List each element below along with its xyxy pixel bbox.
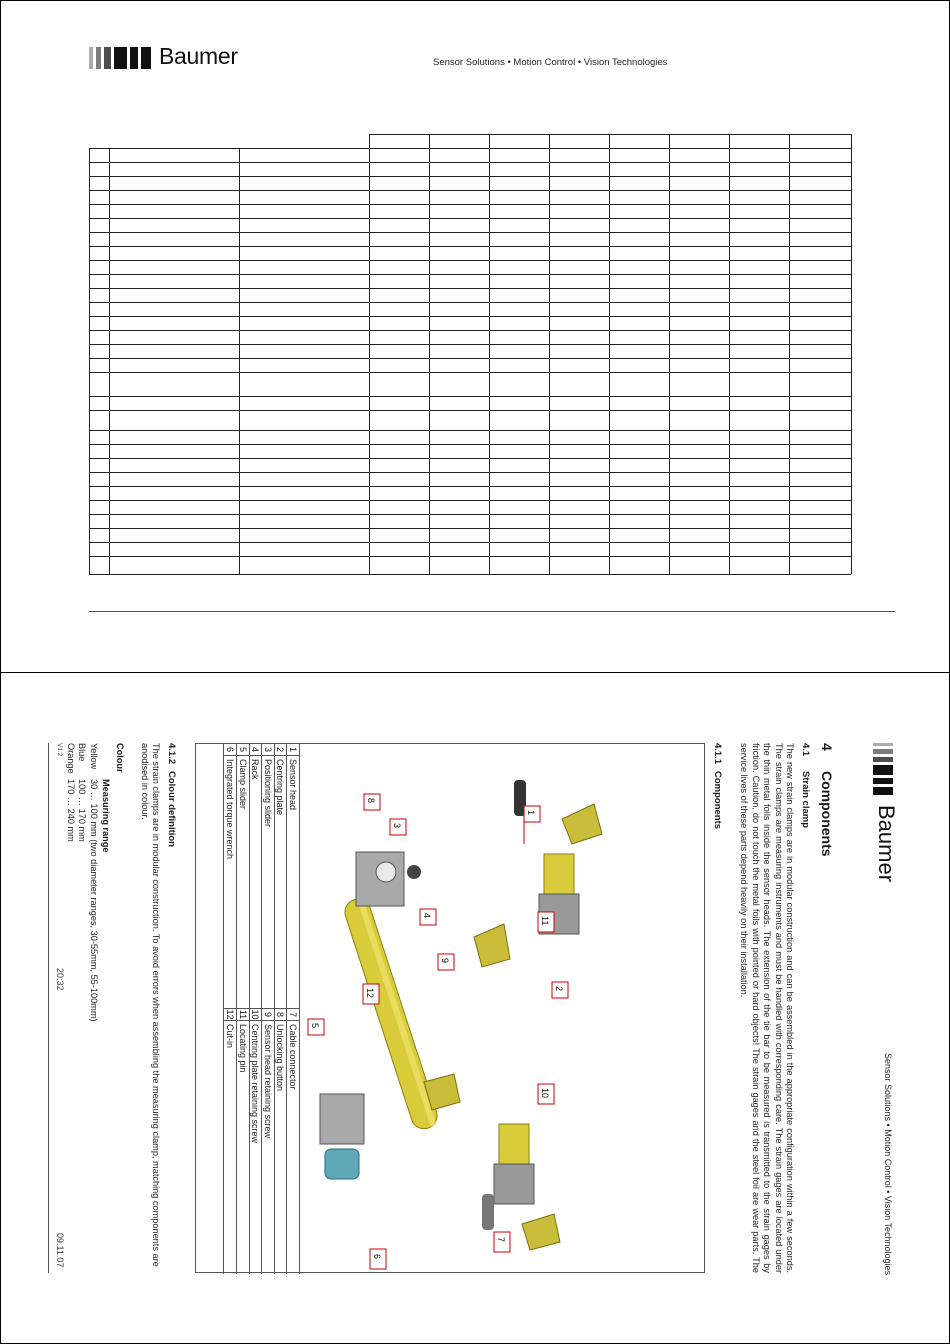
grid-row-line [89, 500, 851, 501]
grid-row-line [89, 288, 851, 289]
legend-number: 9 [262, 1009, 274, 1021]
grid-row-line [89, 176, 851, 177]
colour-name: Yellow [89, 743, 99, 770]
grid-column-line [489, 134, 490, 574]
colour-range: 30 … 100 mm (two diameter ranges, 30-55mm, 55-100mm) [89, 779, 99, 1022]
legend-row [261, 744, 274, 1274]
grid-row-line [89, 396, 851, 397]
footer-version: V1.2 [56, 743, 63, 757]
subsection-heading [800, 743, 811, 828]
clamp-slider-part [320, 1094, 364, 1179]
grid-row-line [89, 190, 851, 191]
legend-label: Centring plate retaining screw [250, 1024, 261, 1144]
grid-row-line [89, 528, 851, 529]
grid-row-line [89, 344, 851, 345]
legend-number: 2 [275, 744, 287, 756]
intro-paragraph: The new strain clamps are in modular construction and can be assembled in the appropriate configuration within a few seconds. The strain clamps are measuring instruments and must be handled with corresponding care. The strain gages are located under the thin metal foils inside the sensor heads. The extension of the tie bar to be measured is transmitted to the strain gages by friction. Caution, do not touch the metal foils with pointed or hard objects! The strain gages and the steel foil are wear parts. The service lives of these parts depend heavily on their installation. [739, 743, 795, 1273]
grid-row-line [89, 556, 851, 557]
grid-row-line [89, 204, 851, 205]
legend-label: Centring plate [275, 756, 287, 1009]
grid-row-line [89, 330, 851, 331]
range-column-head: Measuring range [101, 779, 111, 853]
footer-rule [89, 611, 895, 612]
legend-label: Unlocking button [275, 1024, 286, 1092]
legend-label: Positioning slider [262, 756, 274, 1009]
legend-row [249, 744, 262, 1274]
colour-range: 170 … 240 mm [66, 779, 76, 842]
legend-label: Cut-in [225, 1024, 236, 1049]
grid-row-line [89, 260, 851, 261]
subsection-title: Strain clamp [800, 771, 811, 829]
footer-rule [48, 743, 49, 1273]
legend-label: Integrated torque wrench [224, 756, 236, 1009]
grid-row-line [89, 574, 851, 575]
components-number: 4.1.1 [712, 743, 723, 765]
callout-12-label: 12 [365, 988, 375, 999]
grid-row-line [89, 218, 851, 219]
colour-name: Orange [66, 743, 76, 774]
legend-number: 1 [287, 744, 299, 756]
grid-row-line [89, 444, 851, 445]
tagline: Sensor Solutions • Motion Control • Vision Technologies [883, 1053, 893, 1276]
legend-number: 10 [250, 1009, 261, 1020]
bottom-page [0, 672, 950, 1344]
callout-2-label: 2 [554, 986, 564, 992]
legend-label: Clamp slider [237, 756, 249, 1009]
legend-number: 4 [250, 744, 262, 756]
legend-row [286, 744, 299, 1274]
callout-4-label: 4 [422, 913, 432, 919]
grid-column-line [851, 134, 852, 574]
section-number: 4 [819, 743, 835, 751]
grid-column-line [669, 134, 670, 574]
tagline: Sensor Solutions • Motion Control • Vision Technologies [433, 57, 668, 68]
grid-row-line [89, 232, 851, 233]
callout-9-label: 9 [440, 958, 450, 964]
legend-label: Sensor head retaining screw [262, 1024, 273, 1139]
legend-row [223, 744, 236, 1274]
callout-10-label: 10 [540, 1088, 550, 1099]
footer-time: 20:32 [55, 968, 65, 991]
callout-1-label: 1 [526, 810, 536, 816]
subsection-number: 4.1 [800, 743, 811, 757]
grid-row-line [89, 358, 851, 359]
rotated-page-content [0, 743, 901, 1293]
callout-6-label: 6 [372, 1254, 382, 1260]
legend-number: 12 [225, 1009, 236, 1020]
legend-number: 8 [275, 1009, 287, 1021]
callout-11-label: 11 [540, 916, 550, 926]
grid-row-line [89, 162, 851, 163]
grid-column-line [549, 134, 550, 574]
brand-name: Baumer [874, 805, 899, 883]
grid-column-line [239, 148, 240, 574]
sensor-head-2-part [494, 1124, 534, 1204]
positioning-slider-part [356, 852, 421, 906]
callout-7-label: 7 [496, 1237, 506, 1243]
legend-number: 3 [262, 744, 274, 756]
grid-row-line [369, 134, 851, 135]
colour-heading [166, 743, 177, 847]
colour-paragraph: The strain clamps are in modular construction. To avoid errors when assembling the measuring clamp, matching components are anodised in colour. [139, 743, 161, 1267]
legend-row [236, 744, 249, 1274]
grid-row-line [89, 410, 851, 411]
components-title: Components [712, 771, 723, 830]
callout-5-label: 5 [310, 1023, 320, 1029]
grid-row-line [89, 486, 851, 487]
grid-row-line [89, 246, 851, 247]
grid-row-line [89, 372, 851, 373]
grid-column-line [89, 148, 90, 574]
grid-row-line [89, 316, 851, 317]
legend-label: Rack [250, 756, 262, 1009]
grid-row-line [89, 542, 851, 543]
grid-row-line [89, 472, 851, 473]
empty-table-grid [89, 134, 851, 574]
grid-column-line [729, 134, 730, 574]
legend-number: 6 [224, 744, 236, 756]
colour-section-number: 4.1.2 [166, 743, 177, 765]
section-title: Components [819, 771, 835, 857]
legend-number: 11 [237, 1009, 248, 1020]
colour-section-title: Colour definition [166, 771, 177, 847]
section-heading [819, 743, 835, 857]
callout-3-label: 3 [392, 823, 402, 829]
grid-row-line [89, 148, 851, 149]
footer-date: 09.11.07 [55, 1233, 65, 1268]
grid-row-line [89, 430, 851, 431]
legend-number: 7 [287, 1009, 299, 1021]
components-figure [195, 743, 705, 1273]
components-legend [223, 744, 300, 1274]
grid-column-line [789, 134, 790, 574]
grid-row-line [89, 302, 851, 303]
grid-row-line [89, 458, 851, 459]
colour-range: 100 … 170 mm [77, 779, 88, 842]
colour-name: Blue [77, 743, 88, 762]
legend-label: Sensor head [287, 756, 299, 1009]
grid-row-line [89, 514, 851, 515]
grid-row-line [89, 274, 851, 275]
legend-number: 5 [237, 744, 249, 756]
grid-column-line [429, 134, 430, 574]
legend-label: Locating pin [237, 1024, 248, 1073]
grid-column-line [109, 148, 110, 574]
components-heading [712, 743, 723, 829]
brand-name: Baumer [159, 43, 238, 69]
colour-column-head: Colour [115, 743, 125, 773]
baumer-logo-mark [873, 743, 893, 795]
grid-column-line [609, 134, 610, 574]
grid-column-line [369, 134, 370, 574]
exploded-clamp-drawing [304, 744, 704, 1274]
legend-label: Cable connector [288, 1024, 298, 1090]
baumer-logo-mark [89, 47, 151, 69]
legend-row [274, 744, 287, 1274]
callout-8-label: 8 [366, 798, 376, 804]
